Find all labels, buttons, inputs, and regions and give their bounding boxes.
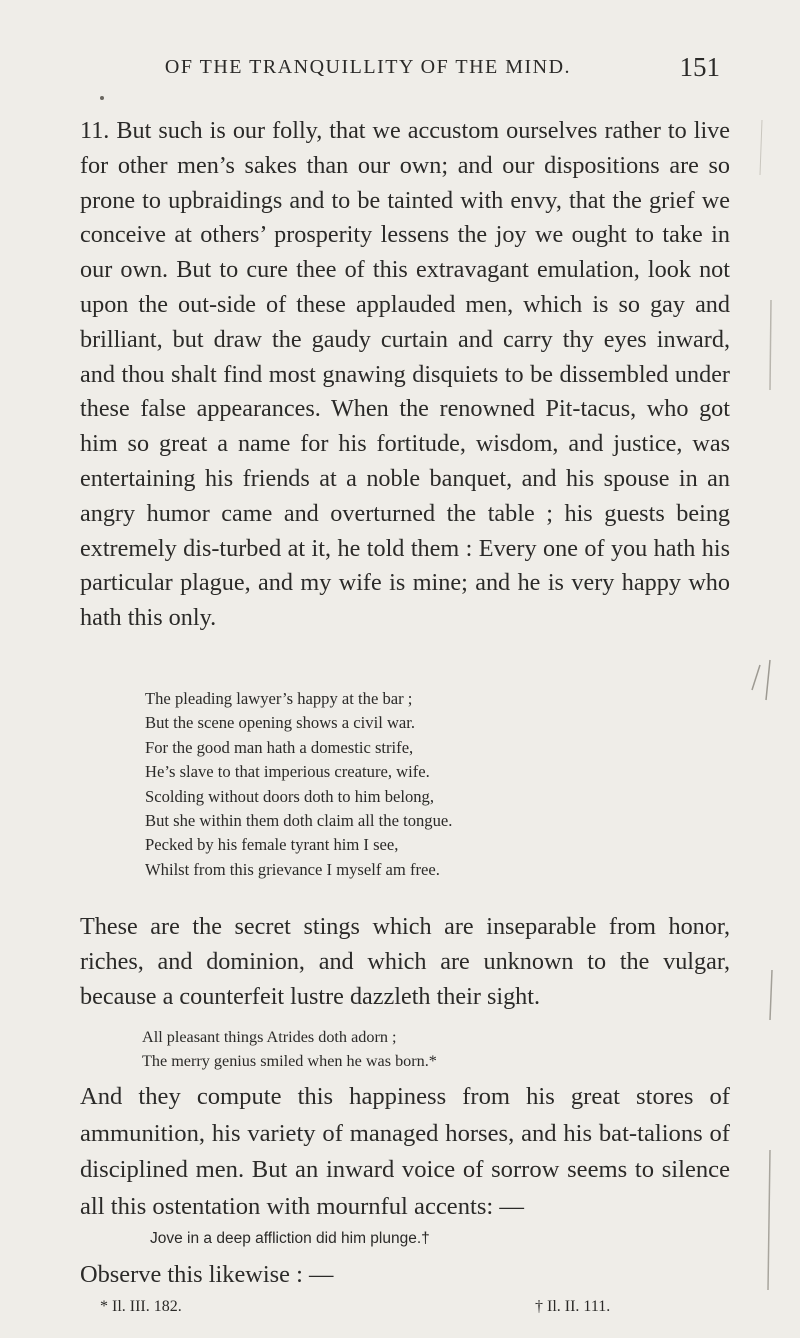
verse-line: Pecked by his female tyrant him I see,: [145, 835, 399, 855]
verse-line: The merry genius smiled when he was born.*: [142, 1051, 437, 1070]
verse-line: He’s slave to that imperious creature, wife.: [145, 762, 430, 782]
footnote-iliad-3: * Il. III. 182.: [100, 1298, 182, 1315]
verse-line: All pleasant things Atrides doth adorn ;: [142, 1028, 397, 1046]
paragraph-3: And they compute this happiness from his great stores of ammunition, his variety of managed horses, and his bat-talions of disciplined men. But an inward voice of sorrow seems to silence all this ostentation with mournful accents: —: [80, 1083, 730, 1220]
verse-line: The pleading lawyer’s happy at the bar ;: [145, 689, 413, 708]
lead-in-line: Observe this likewise : —: [80, 1261, 334, 1288]
paragraph-2: These are the secret stings which are inseparable from honor, riches, and dominion, and which are unknown to the vulgar, because a counterfeit lustre dazzleth their sight.: [80, 913, 730, 1010]
footnote-iliad-2: † Il. II. 111.: [535, 1298, 611, 1315]
page-number: 151: [679, 52, 720, 82]
verse-line: But the scene opening shows a civil war.: [145, 713, 416, 733]
verse-line: Whilst from this grievance I myself am free.: [145, 859, 440, 879]
verse-line: For the good man hath a domestic strife,: [145, 737, 414, 757]
verse-line: But she within them doth claim all the tongue.: [145, 811, 453, 831]
verse-line: Scolding without doors doth to him belong,: [145, 786, 435, 806]
paragraph-1: 11. But such is our folly, that we accustom ourselves rather to live for other men’s sakes than our own; and our dispositions are so prone to upbraidings and to be tainted with envy, that the grief we conceive at others’ prosperity lessens the joy we ought to take in our own. But to cure thee of this extravagant emulation, look not upon the out-side of these applauded men, which is so gay and brilliant, but draw the gaudy curtain and carry thy eyes inward, and thou shalt find most gnawing disquiets to be dissembled under these false appearances. When the renowned Pit-tacus, who got him so great a name for his fortitude, wisdom, and justice, was entertaining his friends at a noble banquet, and his spouse in an angry humor came and overturned the table ; his guests being extremely dis-turbed at it, he told them : Every one of you hath his particular plague, and my wife is mine; and he is very happy who hath this only.: [80, 117, 730, 632]
running-title: OF THE TRANQUILLITY OF THE MIND.: [164, 56, 572, 78]
verse-jove: Jove in a deep affliction did him plunge.†: [150, 1230, 430, 1247]
